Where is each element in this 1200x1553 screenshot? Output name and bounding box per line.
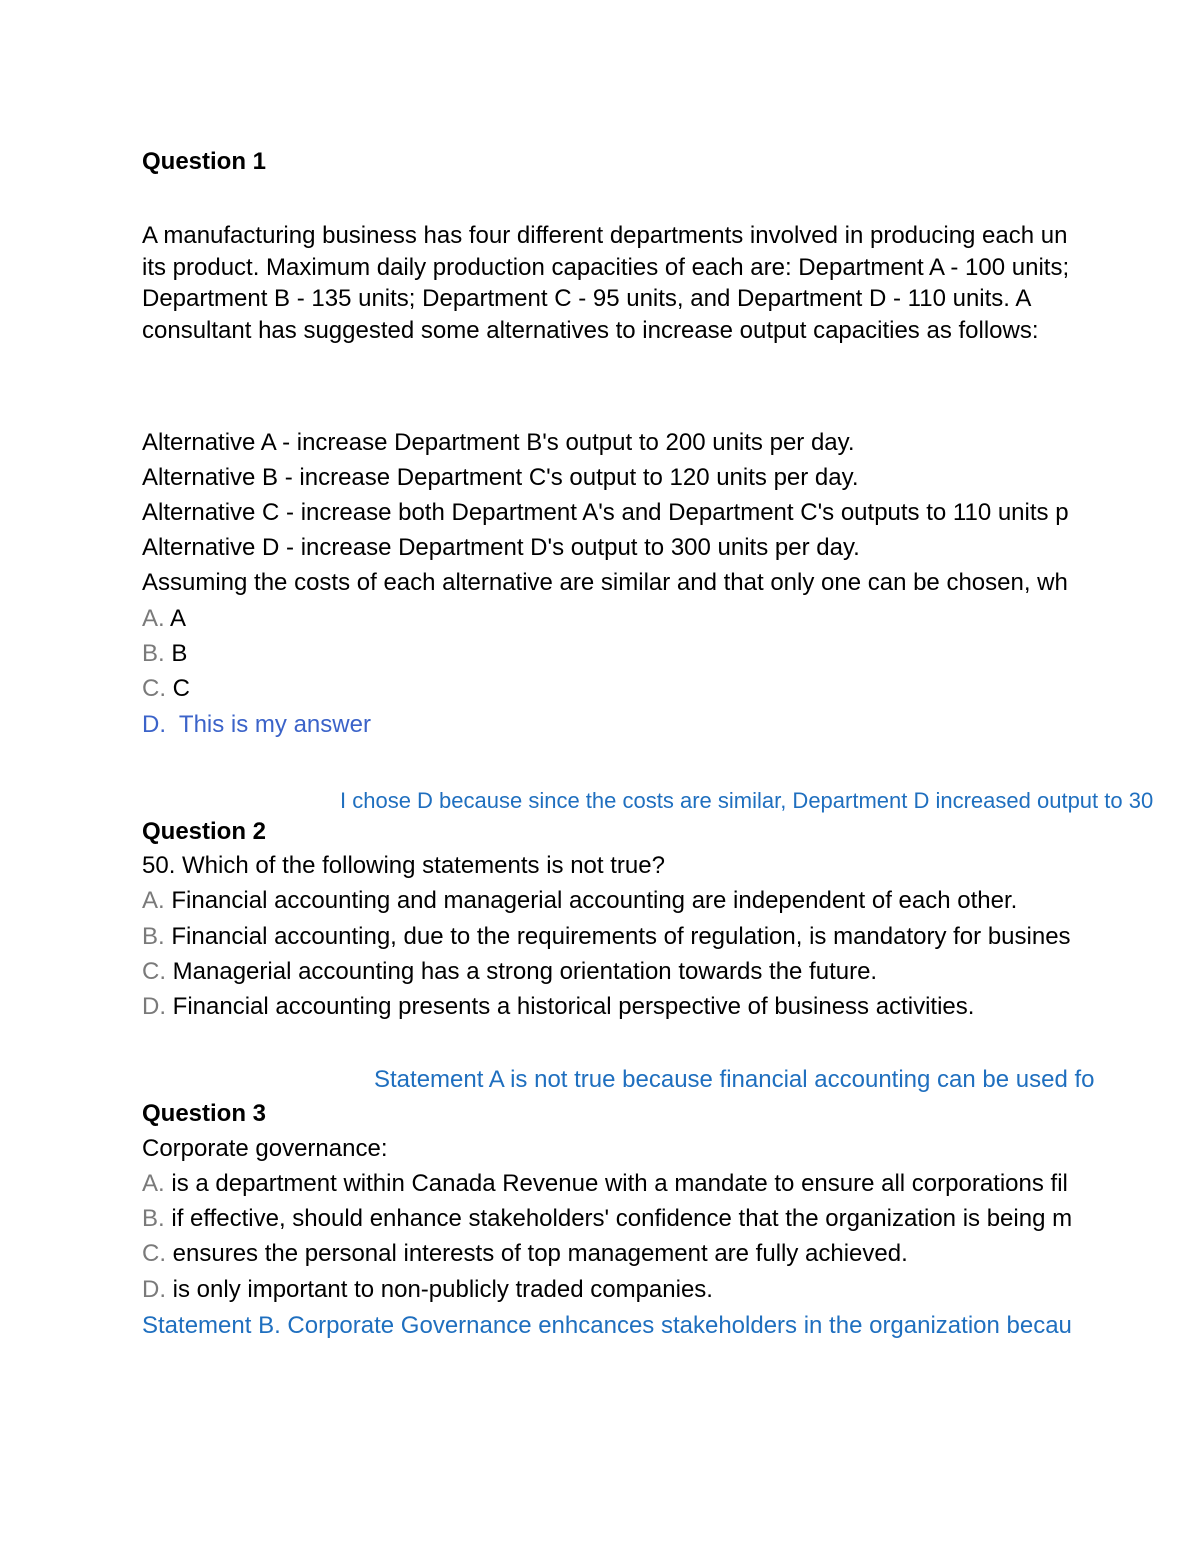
question-3-option-b: [142, 1205, 1072, 1233]
option-text: Financial accounting and managerial accounting are independent of each other.: [171, 887, 1018, 914]
option-letter: B.: [142, 1205, 165, 1232]
option-text: A: [170, 605, 187, 632]
option-text: Managerial accounting has a strong orientation towards the future.: [172, 958, 878, 985]
question-2-stem: 50. Which of the following statements is not true?: [142, 852, 665, 879]
option-letter: C.: [142, 958, 166, 985]
question-2-option-b: [142, 923, 1071, 951]
question-2-heading: Question 2: [142, 818, 267, 845]
option-letter: D.: [142, 711, 166, 738]
option-text: C: [172, 675, 191, 702]
option-letter: B.: [142, 923, 165, 950]
option-text: is only important to non-publicly traded companies.: [172, 1276, 713, 1303]
alternative-b: Alternative B - increase Department C's output to 120 units per day.: [142, 464, 859, 491]
question-3-option-d: [142, 1276, 713, 1304]
question-1-stem-line-4: consultant has suggested some alternatives to increase output capacities as follows:: [142, 317, 1039, 344]
question-1-option-b: [142, 640, 187, 668]
question-1-prompt: Assuming the costs of each alternative are similar and that only one can be chosen, wh: [142, 569, 1068, 596]
alternative-d: Alternative D - increase Department D's output to 300 units per day.: [142, 534, 860, 561]
option-text: if effective, should enhance stakeholders' confidence that the organization is being m: [171, 1205, 1073, 1232]
question-1-heading: Question 1: [142, 148, 267, 175]
alternative-a: Alternative A - increase Department B's output to 200 units per day.: [142, 429, 855, 456]
question-2-comment: Statement A is not true because financial accounting can be used fo: [374, 1066, 1095, 1093]
option-text: Financial accounting, due to the requirements of regulation, is mandatory for busines: [171, 923, 1071, 950]
option-letter: C.: [142, 1240, 166, 1267]
option-letter: C.: [142, 675, 166, 702]
question-1-stem-line-2: its product. Maximum daily production capacities of each are: Department A - 100 units;: [142, 254, 1070, 281]
question-2-option-c: [142, 958, 877, 986]
question-1-stem-line-3: Department B - 135 units; Department C - 95 units, and Department D - 110 units. A: [142, 285, 1032, 312]
question-3-option-c: [142, 1240, 908, 1268]
question-2-option-d: [142, 993, 974, 1021]
option-letter: A.: [142, 605, 165, 632]
option-text: This is my answer: [178, 711, 371, 738]
question-3-stem: Corporate governance:: [142, 1135, 388, 1162]
option-text: is a department within Canada Revenue with a mandate to ensure all corporations fil: [171, 1170, 1068, 1197]
option-letter: B.: [142, 640, 165, 667]
question-3-comment: Statement B. Corporate Governance enhcances stakeholders in the organization becau: [142, 1312, 1072, 1339]
option-text: ensures the personal interests of top management are fully achieved.: [172, 1240, 908, 1267]
option-letter: D.: [142, 1276, 166, 1303]
option-letter: A.: [142, 1170, 165, 1197]
alternative-c: Alternative C - increase both Department A's and Department C's outputs to 110 units p: [142, 499, 1069, 526]
question-3-option-a: [142, 1170, 1068, 1198]
question-1-option-c: [142, 675, 190, 703]
option-text: Financial accounting presents a historical perspective of business activities.: [172, 993, 975, 1020]
option-letter: D.: [142, 993, 166, 1020]
question-3-heading: Question 3: [142, 1100, 267, 1127]
question-2-option-a: [142, 887, 1017, 915]
question-1-selected-answer: [142, 711, 371, 739]
question-1-stem-line-1: A manufacturing business has four different departments involved in producing each un: [142, 222, 1068, 249]
question-1-option-a: [142, 605, 186, 633]
option-letter: A.: [142, 887, 165, 914]
question-1-comment: I chose D because since the costs are similar, Department D increased output to 30: [340, 788, 1154, 813]
option-text: B: [171, 640, 188, 667]
